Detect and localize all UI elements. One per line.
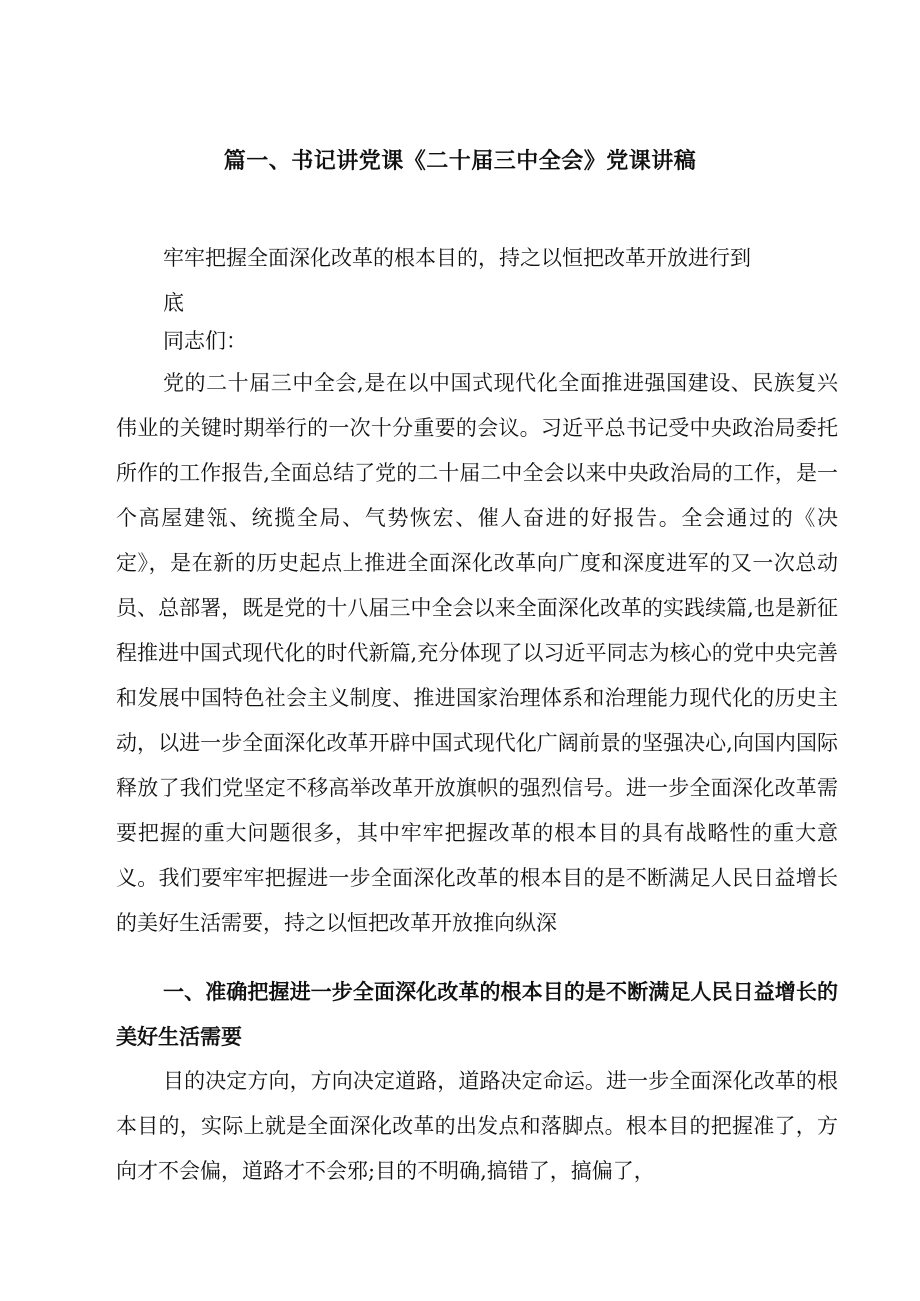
speech-subtitle: 牢牢把握全面深化改革的根本目的，持之以恒把改革开放进行到底 <box>163 246 751 315</box>
section-heading: 一、准确把握进一步全面深化改革的根本目的是不断满足人民日益增长的美好生活需要 <box>116 979 838 1049</box>
document-title: 篇一、书记讲党课《二十届三中全会》党课讲稿 <box>223 148 697 174</box>
salutation: 同志们： <box>163 329 247 353</box>
body-paragraph: 党的二十届三中全会,是在以中国式现代化全面推进强国建设、民族复兴伟业的关键时期举行的一次十分重要的会议。习近平总书记受中央政治局委托所作的工作报告,全面总结了党的二十届二中全会以来中央政治局的工作，是一个高屋建瓴、统揽全局、气势恢宏、催人奋进的好报告。全会通过的《决定》，是在新的历史起点上推进全面深化改革向广度和深度进军的又一次总动员、总部署，既是党的十八届三中全会以来全面深化改革的实践续篇,也是新征程推进中国式现代化的时代新篇,充分体现了以习近平同志为核心的党中央完善和发展中国特色社会主义制度、推进国家治理体系和治理能力现代化的历史主动，以进一步全面深化改革开辟中国式现代化广阔前景的坚强决心,向国内国际释放了我们党坚定不移高举改革开放旗帜的强烈信号。进一步全面深化改革需要把握的重大问题很多，其中牢牢把握改革的根本目的具有战略性的重大意义。我们要牢牢把握进一步全面深化改革的根本目的是不断满足人民日益增长的美好生活需要，持之以恒把改革开放推向纵深 <box>116 371 838 935</box>
section-paragraph: 目的决定方向，方向决定道路，道路决定命运。进一步全面深化改革的根本目的，实际上就是全面深化改革的出发点和落脚点。根本目的把握准了，方向才不会偏，道路才不会邪;目的不明确,搞错了，搞偏了， <box>116 1069 838 1183</box>
